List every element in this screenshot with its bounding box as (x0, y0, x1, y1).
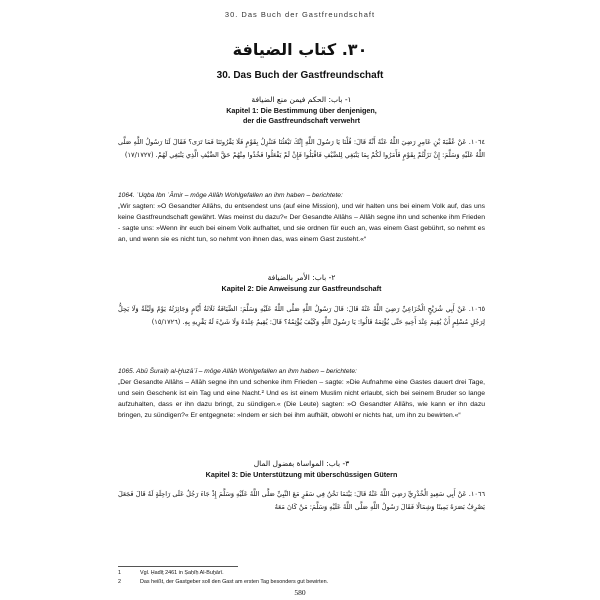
chapter-3-heading (118, 458, 485, 480)
narrator-intro: 1065. Abū Šuraiḥ al-Ḫuzāʿī – möge Allāh Wohlgefallen an ihm haben – berichtete: (118, 368, 357, 375)
hadith-translation: „Der Gesandte Allāhs – Allāh segne ihn und schenke ihm Frieden – sagte: »Die Aufnahme eine Gastes dauert drei Tage, und sein Geschenk ist ein Tag und eine Nacht.² Und es ist einem Muslim nicht erlaubt, sich bei seinem Bruder so lange aufzuhalten, dass er ihn dazu bringt, zu sündigen.« (Die Leute) sagten: »O Gesandter Allāhs, wie kann er ihn dazu bringen, zu sündigen?« Er entgegnete: »Indem er sich bei ihm aufhält, obwohl er nichts hat, um ihn zu bewirten.«“ (118, 379, 485, 419)
book-title-arabic: ٣٠. كتاب الضيافة (232, 40, 368, 59)
footnote-1 (118, 570, 485, 576)
footnote-number: 1 (118, 570, 121, 576)
hadith-arabic-1064: ١٠٦٤. عَنْ عُقْبَةَ بْنِ عَامِرٍ رَضِيَ اللَّهُ عَنْهُ أَنَّهُ قَالَ: قُلْنَا يَا رَسُولَ اللَّهِ إِنَّكَ تَبْعَثُنَا فَنَنْزِلُ بِقَوْمٍ فَلَا يَقْرُونَنَا فَمَا تَرَى؟ فَقَالَ لَنَا رَسُولُ اللَّهِ صَلَّى اللَّهُ عَلَيْهِ وَسَلَّمَ: إِنْ نَزَلْتُمْ بِقَوْمٍ فَأَمَرُوا لَكُمْ بِمَا يَنْبَغِي لِلضَّيْفِ فَاقْبَلُوا فَإِنْ لَمْ يَفْعَلُوا فَخُذُوا مِنْهُمْ حَقَّ الضَّيْفِ الَّذِي يَنْبَغِي لَهُمْ. (١٧/١٧٢٧) (118, 138, 485, 159)
chapter-title-arabic: ١- باب: الحكم فيمن منع الضيافة (251, 95, 352, 104)
chapter-2-heading (118, 272, 485, 294)
hadith-german-1064 (118, 190, 485, 245)
narrator-intro: 1064. ʿUqba Ibn ʿĀmir – möge Allāh Wohlgefallen an ihm haben – berichtete: (118, 192, 343, 199)
chapter-title-german-line1: Kapitel 3: Die Unterstützung mit überschüssigen Gütern (205, 470, 398, 479)
book-title-german: 30. Das Buch der Gastfreundschaft (216, 70, 384, 81)
footnote-text: Das heißt, der Gastgeber soll den Gast am ersten Tag besonders gut bewirten. (140, 579, 329, 585)
hadith-translation: „Wir sagten: »O Gesandter Allāhs, du entsendest uns (auf eine Mission), und wir halten uns bei einem Volk auf, das uns keine Gastfreundschaft gewährt. Was meinst du dazu?« Der Gesandte Allāhs – Allāh segne ihn und schenke ihm Frieden - sagte uns: »Wenn ihr euch bei einem Volk aufhaltet, und sie ordnen für euch an, was einem Gast gebührt, so nehmt es an, und wenn sie es nicht tun, so nehmt von ihnen das, was einem Gast zusteht.«“ (118, 203, 485, 243)
chapter-title-arabic: ٣- باب: المواساة بفضول المال (253, 459, 350, 468)
running-head: 30. Das Buch der Gastfreundschaft (224, 10, 376, 19)
footnote-2 (118, 579, 485, 585)
chapter-title-arabic: ٢- باب: الأمر بالضيافة (267, 273, 336, 282)
footnote-number: 2 (118, 579, 121, 585)
chapter-1-heading (118, 94, 485, 126)
hadith-arabic-1066: ١٠٦٦. عَنْ أَبِي سَعِيدٍ الْخُدْرِيِّ رَضِيَ اللَّهُ عَنْهُ قَالَ: بَيْنَمَا نَحْنُ فِي سَفَرٍ مَعَ النَّبِيِّ صَلَّى اللَّهُ عَلَيْهِ وَسَلَّمَ إِذْ جَاءَ رَجُلٌ عَلَى رَاحِلَةٍ لَهُ قَالَ فَجَعَلَ يَصْرِفُ بَصَرَهُ يَمِينًا وَشِمَالًا فَقَالَ رَسُولُ اللَّهِ صَلَّى اللَّهُ عَلَيْهِ وَسَلَّمَ: مَنْ كَانَ مَعَهُ (118, 490, 485, 511)
hadith-german-1065 (118, 366, 485, 421)
chapter-title-german-line2: der die Gastfreundschaft verwehrt (242, 116, 361, 125)
footnote-separator (118, 566, 238, 567)
chapter-title-german-line1: Kapitel 1: Die Bestimmung über denjenigen, (226, 106, 377, 115)
footnote-text: Vgl. Ḥadīṯ 2461 in Ṣaḥīḥ Al-Buḫārī. (140, 570, 224, 576)
chapter-title-german-line1: Kapitel 2: Die Anweisung zur Gastfreundschaft (221, 284, 382, 293)
hadith-arabic-1065: ١٠٦٥. عَنْ أَبِي شُرَيْحٍ الْخُزَاعِيِّ رَضِيَ اللَّهُ عَنْهُ قَالَ: قَالَ رَسُولُ اللَّهِ صَلَّى اللَّهُ عَلَيْهِ وَسَلَّمَ: الضِّيَافَةُ ثَلَاثَةُ أَيَّامٍ وَجَائِزَتُهُ يَوْمٌ وَلَيْلَةٌ وَلَا يَحِلُّ لِرَجُلٍ مُسْلِمٍ أَنْ يُقِيمَ عِنْدَ أَخِيهِ حَتَّى يُؤْثِمَهُ قَالُوا: يَا رَسُولَ اللَّهِ وَكَيْفَ يُؤْثِمُهُ؟ قَالَ: يُقِيمُ عِنْدَهُ وَلَا شَيْءَ لَهُ يَقْرِيهِ بِهِ. (١٥/١٧٢٦) (118, 305, 485, 326)
page-number: 580 (294, 588, 306, 597)
